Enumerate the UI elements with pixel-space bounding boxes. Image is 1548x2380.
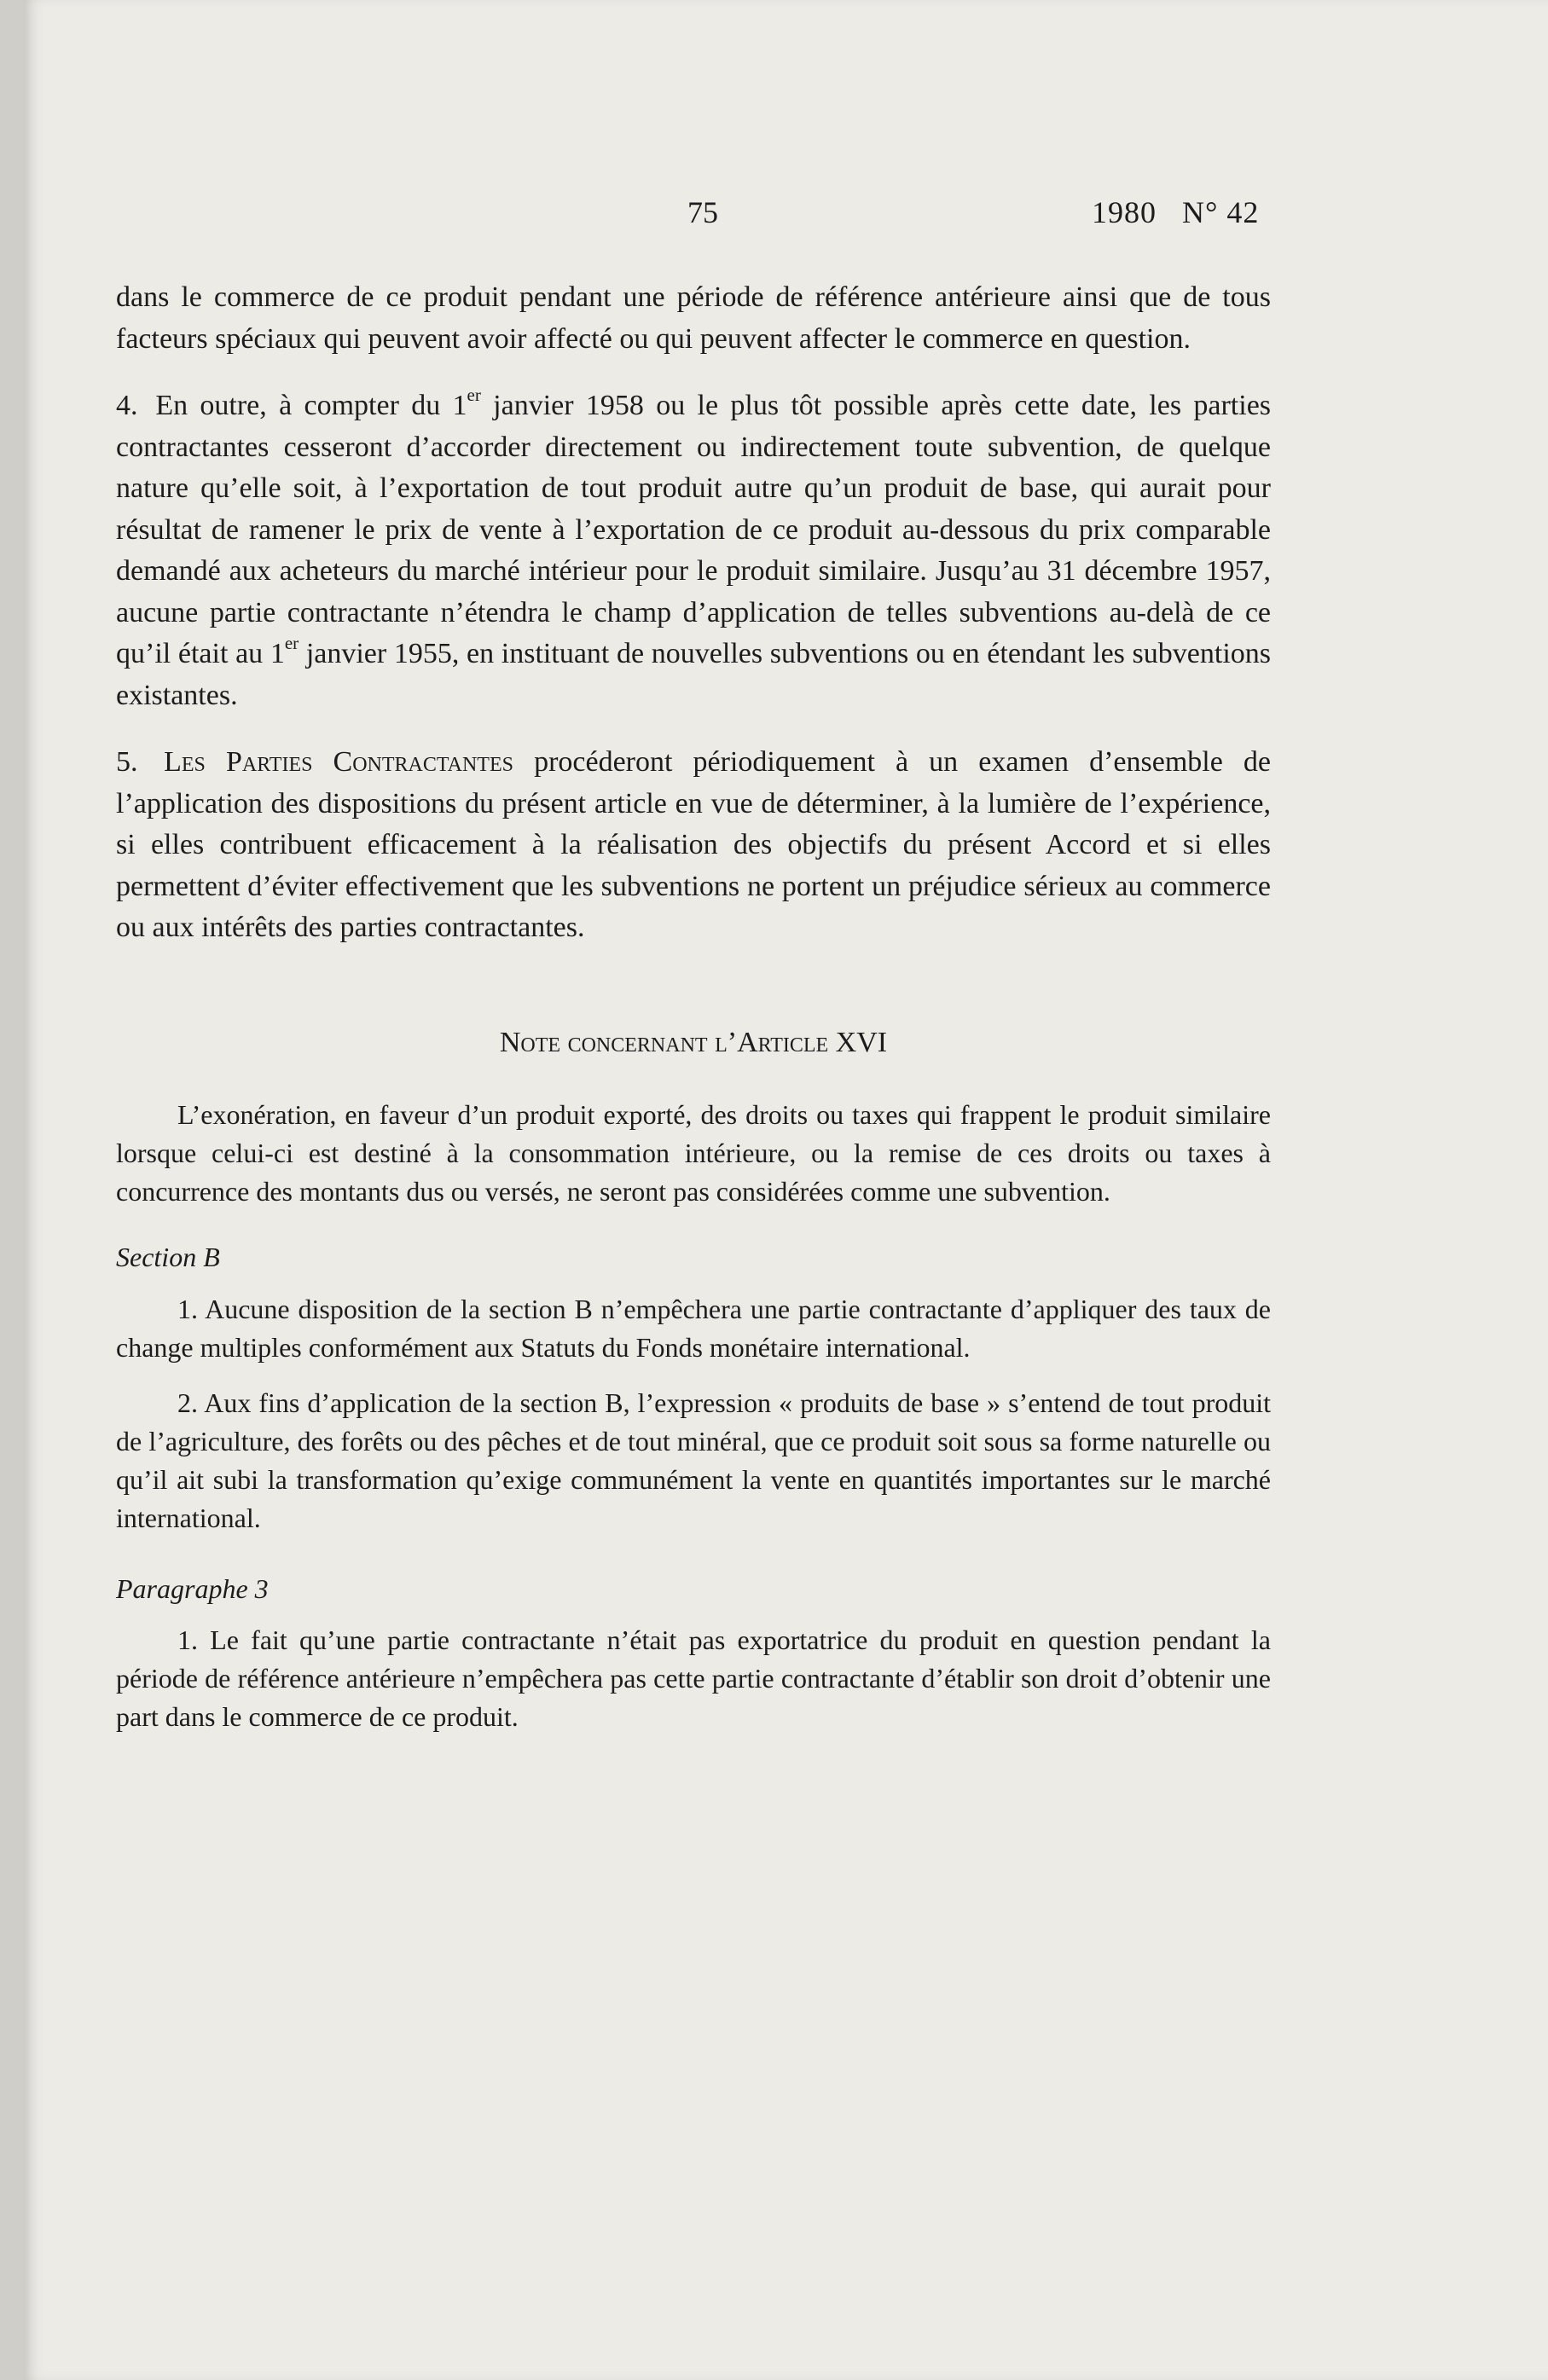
- parties-contractantes: Les Parties Contractantes: [164, 746, 513, 778]
- treaty-year: 1980: [1092, 195, 1157, 229]
- paragraph-4-number: 4.: [116, 390, 138, 421]
- paragraph-continuation: dans le commerce de ce produit pendant une période de référence antérieure ainsi que de tous facteurs spéciaux qui peuvent avoir affecté ou qui peuvent affecter le commerce en question.: [116, 281, 1271, 355]
- section-b-item-1: 1. Aucune disposition de la section B n’empêchera une partie contractante d’appliquer des taux de change multiples conformément aux Statuts du Fonds monétaire international.: [116, 1293, 1271, 1363]
- paragraph-5: 5. Les Parties Contractantes procéderont périodiquement à un examen d’ensemble de l’application des dispositions du présent article en vue de déterminer, à la lumière de l’expérience, si elles contribuent efficacement à la réalisation des objectifs du présent Accord et si elles permettent d’éviter effectivement que les subventions ne portent un préjudice sérieux au commerce ou aux intérêts des parties contractantes.: [116, 742, 1271, 949]
- section-b-heading: Section B: [116, 1242, 220, 1272]
- note-heading: Note concernant l’Article XVI: [499, 1026, 888, 1058]
- paragraph-5-number: 5.: [116, 746, 138, 778]
- section-b-item-2: 2. Aux fins d’application de la section B, l’expression « produits de base » s’entend de tout produit de l’agriculture, des forêts ou des pêches et de tout minéral, que ce produit soit sous sa forme naturelle ou qu’il ait subi la transformation qu’exige communément la vente en quantités importantes sur le marché international.: [116, 1387, 1271, 1533]
- body-text: [116, 277, 1271, 1736]
- treaty-number: N° 42: [1182, 195, 1260, 229]
- paragraphe-3-item-1: 1. Le fait qu’une partie contractante n’était pas exportatrice du produit en question pendant la période de référence antérieure n’empêchera pas cette partie contractante d’établir son droit d’obtenir une part dans le commerce de ce produit.: [116, 1624, 1271, 1732]
- note-paragraph: L’exonération, en faveur d’un produit exporté, des droits ou taxes qui frappent le produit similaire lorsque celui-ci est destiné à la consommation intérieure, ou la remise de ces droits ou taxes à concurrence des montants dus ou versés, ne seront pas considérées comme une subvention.: [116, 1099, 1271, 1207]
- page-binding-edge: [0, 0, 24, 2380]
- paragraph-4: 4. En outre, à compter du 1er janvier 1958 ou le plus tôt possible après cette date, les parties contractantes cesseront d’accorder directement ou indirectement toute subvention, de quelque nature qu’elle soit, à l’exportation de tout produit autre qu’un produit de base, qui aurait pour résultat de ramener le prix de vente à l’exportation de ce produit au-dessous du prix comparable demandé aux acheteurs du marché intérieur pour le produit similaire. Jusqu’au 31 décembre 1957, aucune partie contractante n’étendra le champ d’application de telles subventions au-delà de ce qu’il était au 1er janvier 1955, en instituant de nouvelles subventions ou en étendant les subventions existantes.: [116, 384, 1272, 711]
- paragraphe-3-heading: Paragraphe 3: [116, 1572, 269, 1604]
- page-header: [0, 194, 1548, 246]
- page-number: 75: [687, 195, 718, 229]
- treaty-reference: [1092, 194, 1259, 230]
